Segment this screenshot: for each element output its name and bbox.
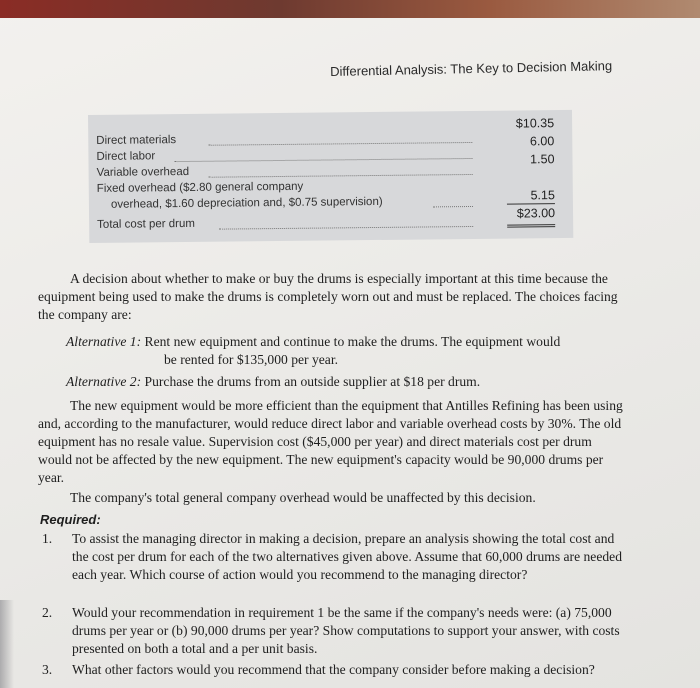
alt-text: Purchase the drums from an outside supplier at $18 per drum.: [144, 374, 481, 389]
alternative-1: [66, 333, 626, 369]
alt-label: Alternative 2:: [66, 374, 142, 389]
cost-row-variable-overhead: [96, 152, 564, 179]
cost-row-total: [97, 206, 565, 233]
alternative-2: [66, 373, 626, 391]
alt-text-continued: be rented for $135,000 per year.: [164, 352, 339, 367]
requirement-1: [40, 530, 626, 584]
equipment-paragraph: [38, 397, 626, 487]
dot-leader: [219, 226, 473, 230]
requirement-2: [40, 604, 626, 658]
req-number: 1.: [42, 531, 53, 546]
dot-leader: [209, 174, 473, 178]
overhead-text: The company's total general company overhead would be unaffected by this decision.: [70, 490, 536, 505]
cost-label: Total cost per drum: [97, 217, 196, 231]
dot-leader: [433, 206, 473, 207]
req-number: 3.: [42, 662, 53, 677]
cost-amount: 1.50: [530, 152, 555, 167]
intro-text: A decision about whether to make or buy the drums is especially important at this time because the equipment being used to make the drums is completely worn out and must be replaced. The choices facing the company are:: [38, 271, 618, 322]
required-heading: Required:: [40, 512, 101, 527]
intro-paragraph: [38, 270, 626, 324]
cost-label: Fixed overhead ($2.80 general company: [96, 180, 304, 195]
cost-amount: $10.35: [515, 116, 555, 131]
cost-amount: 6.00: [529, 134, 555, 149]
cost-amount-total: $23.00: [516, 206, 556, 221]
cost-label: Variable overhead: [96, 165, 190, 179]
cost-amount: 5.15: [530, 188, 555, 203]
req-text: To assist the managing director in making a decision, prepare an analysis showing the total cost and the cost per drum for each of the two alternatives given above. Assume that 60,000 drums are needed each year. Which course of action would you recommend to the managing director?: [72, 531, 622, 582]
equipment-text: The new equipment would be more efficient than the equipment that Antilles Refining has been using and, according to the manufacturer, would reduce direct labor and variable overhead costs by 30%. The old equipment has no resale value. Supervision cost ($45,000 per year) and direct materials cost per drum would not be affected by the new equipment. The new equipment's capacity would be 90,000 drums per year.: [38, 398, 623, 485]
running-head: Differential Analysis: The Key to Decision Making: [330, 58, 613, 79]
total-double-rule: [507, 224, 555, 228]
page-shadow: [0, 600, 14, 688]
req-number: 2.: [42, 605, 53, 620]
cost-label: Direct labor: [96, 150, 156, 163]
cost-table: [88, 110, 573, 243]
requirement-3: [40, 661, 626, 679]
overhead-paragraph: [38, 489, 626, 507]
cost-label: overhead, $1.60 depreciation and, $0.75 supervision): [110, 195, 383, 211]
req-text: Would your recommendation in requirement 1 be the same if the company's needs were: (a) 75,000 drums per year or (b) 90,000 drums per year? Show computations to support your answer, with costs presented on both a total and a per unit basis.: [72, 605, 620, 656]
alt-text: Rent new equipment and continue to make the drums. The equipment would: [144, 334, 561, 349]
req-text: What other factors would you recommend that the company consider before making a decision?: [72, 662, 595, 677]
alt-label: Alternative 1:: [66, 334, 142, 349]
cost-label: Direct materials: [96, 134, 177, 147]
book-cover-edge: [0, 0, 700, 18]
